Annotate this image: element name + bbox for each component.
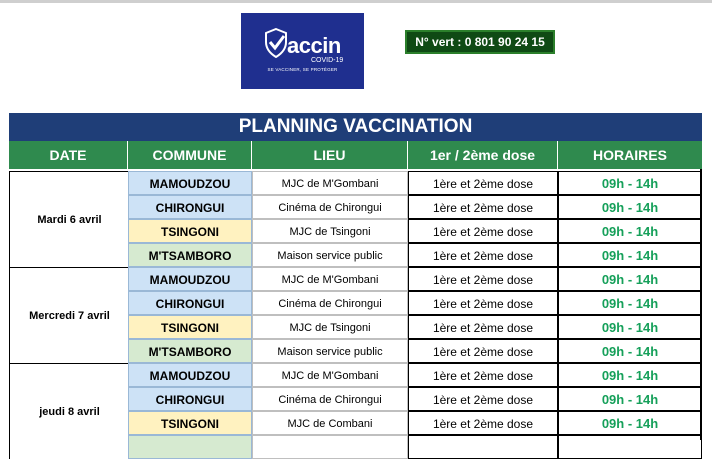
- dose-cell: 1ère et 2ème dose: [408, 267, 558, 291]
- horaires-cell: 09h - 14h: [558, 195, 702, 219]
- horaires-cell: 09h - 14h: [558, 243, 702, 267]
- horaires-cell: 09h - 14h: [558, 291, 702, 315]
- commune-cell: [128, 435, 252, 459]
- dose-cell: 1ère et 2ème dose: [408, 171, 558, 195]
- commune-cell: MAMOUDZOU: [128, 363, 252, 387]
- logo-word: accin: [287, 33, 341, 58]
- commune-cell: CHIRONGUI: [128, 291, 252, 315]
- table-right-border: [700, 169, 702, 440]
- commune-cell: TSINGONI: [128, 315, 252, 339]
- horaires-cell: 09h - 14h: [558, 387, 702, 411]
- dose-cell: [408, 435, 558, 459]
- top-border: [0, 0, 712, 3]
- commune-cell: M'TSAMBORO: [128, 243, 252, 267]
- logo-covid: COVID-19: [311, 57, 344, 64]
- lieu-cell: Maison service public: [252, 243, 408, 267]
- date-cell: [9, 171, 128, 267]
- horaires-cell: 09h - 14h: [558, 339, 702, 363]
- commune-cell: MAMOUDZOU: [128, 267, 252, 291]
- horaires-cell: 09h - 14h: [558, 363, 702, 387]
- horaires-cell: 09h - 14h: [558, 219, 702, 243]
- header-dose: 1er / 2ème dose: [408, 141, 558, 169]
- dose-cell: 1ère et 2ème dose: [408, 243, 558, 267]
- date-cell: [9, 267, 128, 363]
- lieu-cell: Cinéma de Chirongui: [252, 387, 408, 411]
- commune-cell: CHIRONGUI: [128, 195, 252, 219]
- lieu-cell: MJC de M'Gombani: [252, 267, 408, 291]
- lieu-cell: MJC de Combani: [252, 411, 408, 435]
- dose-cell: 1ère et 2ème dose: [408, 387, 558, 411]
- dose-cell: 1ère et 2ème dose: [408, 315, 558, 339]
- dose-cell: 1ère et 2ème dose: [408, 411, 558, 435]
- dose-cell: 1ère et 2ème dose: [408, 291, 558, 315]
- horaires-cell: 09h - 14h: [558, 315, 702, 339]
- dose-cell: 1ère et 2ème dose: [408, 339, 558, 363]
- lieu-cell: [252, 435, 408, 459]
- date-cell: [9, 363, 128, 459]
- header-horaires: HORAIRES: [558, 141, 702, 169]
- lieu-cell: Cinéma de Chirongui: [252, 195, 408, 219]
- date-label: Mercredi 7 avril: [29, 309, 110, 322]
- commune-cell: M'TSAMBORO: [128, 339, 252, 363]
- lieu-cell: Cinéma de Chirongui: [252, 291, 408, 315]
- shield-check-icon: [264, 28, 288, 58]
- commune-cell: TSINGONI: [128, 219, 252, 243]
- header-date: DATE: [9, 141, 128, 169]
- commune-cell: CHIRONGUI: [128, 387, 252, 411]
- lieu-cell: MJC de M'Gombani: [252, 171, 408, 195]
- horaires-cell: 09h - 14h: [558, 171, 702, 195]
- lieu-cell: MJC de M'Gombani: [252, 363, 408, 387]
- logo-tagline: SE VACCINER, SE PROTÉGER: [267, 67, 338, 72]
- dose-cell: 1ère et 2ème dose: [408, 219, 558, 243]
- hotline-box: N° vert : 0 801 90 24 15: [405, 30, 555, 54]
- page-title: PLANNING VACCINATION: [9, 113, 702, 141]
- lieu-cell: MJC de Tsingoni: [252, 219, 408, 243]
- lieu-cell: Maison service public: [252, 339, 408, 363]
- horaires-cell: 09h - 14h: [558, 411, 702, 435]
- header-lieu: LIEU: [252, 141, 408, 169]
- dose-cell: 1ère et 2ème dose: [408, 363, 558, 387]
- horaires-cell: 09h - 14h: [558, 267, 702, 291]
- horaires-cell: [558, 435, 702, 459]
- header-commune: COMMUNE: [128, 141, 252, 169]
- lieu-cell: MJC de Tsingoni: [252, 315, 408, 339]
- commune-cell: MAMOUDZOU: [128, 171, 252, 195]
- dose-cell: 1ère et 2ème dose: [408, 195, 558, 219]
- vaccin-logo: [241, 13, 364, 89]
- date-label: Mardi 6 avril: [37, 213, 102, 226]
- date-label: jeudi 8 avril: [39, 405, 100, 418]
- commune-cell: TSINGONI: [128, 411, 252, 435]
